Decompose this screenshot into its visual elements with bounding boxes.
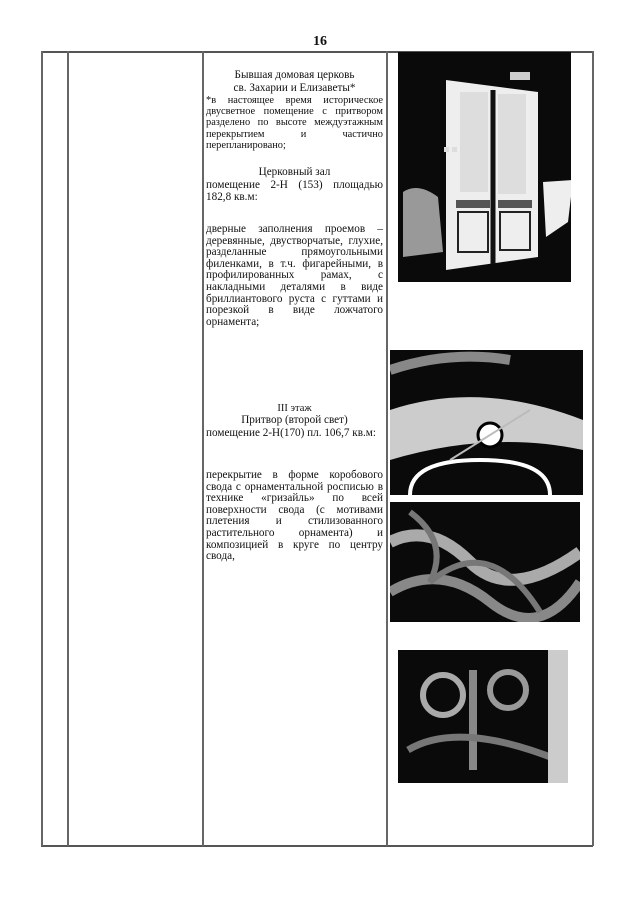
table-bottom-border	[41, 845, 593, 847]
section2-room: помещение 2-Н (153) площадью 182,8 кв.м:	[206, 179, 383, 203]
section2-title: Церковный зал	[258, 166, 331, 178]
table-column-border	[202, 51, 204, 846]
grisaille-ornament-photo	[390, 502, 580, 622]
table-column-border	[592, 51, 594, 846]
section3-floor: III этаж	[277, 403, 312, 414]
ornament-detail-photo	[398, 650, 568, 783]
door-photo	[398, 52, 571, 282]
section2-description: дверные заполнения проемов – деревянные, двустворчатые, глухие, разделанные прямоугольными филенками, в т.ч. фигарейными, в профилированных рамах, с накладными деталями в виде бриллиантового руста с гуттами и порезкой в виде ложчатого орнамента;	[206, 223, 383, 328]
vault-photo	[390, 350, 583, 495]
section1-footnote: *в настоящее время историческое двусветное помещение с притвором разделено по высоте междуэтажным перекрытием и частично перепланировано;	[206, 95, 383, 151]
table-column-border	[67, 51, 69, 846]
section3-room: помещение 2-Н(170) пл. 106,7 кв.м:	[206, 427, 376, 439]
section3-title: Притвор (второй свет)	[241, 414, 348, 426]
table-column-border	[386, 51, 388, 846]
section1-title-line1: Бывшая домовая церковь	[234, 69, 355, 81]
page-number: 16	[313, 34, 327, 49]
section1-title-line2: св. Захарии и Елизаветы*	[233, 82, 356, 94]
table-column-border	[41, 51, 43, 846]
section3-description: перекрытие в форме коробового свода с орнаментальной росписью в технике «гризайль» по всей поверхности свода (с мотивами плетения и стилизованного растительного орнамента) и композицией в круге по центру свода,	[206, 469, 383, 563]
